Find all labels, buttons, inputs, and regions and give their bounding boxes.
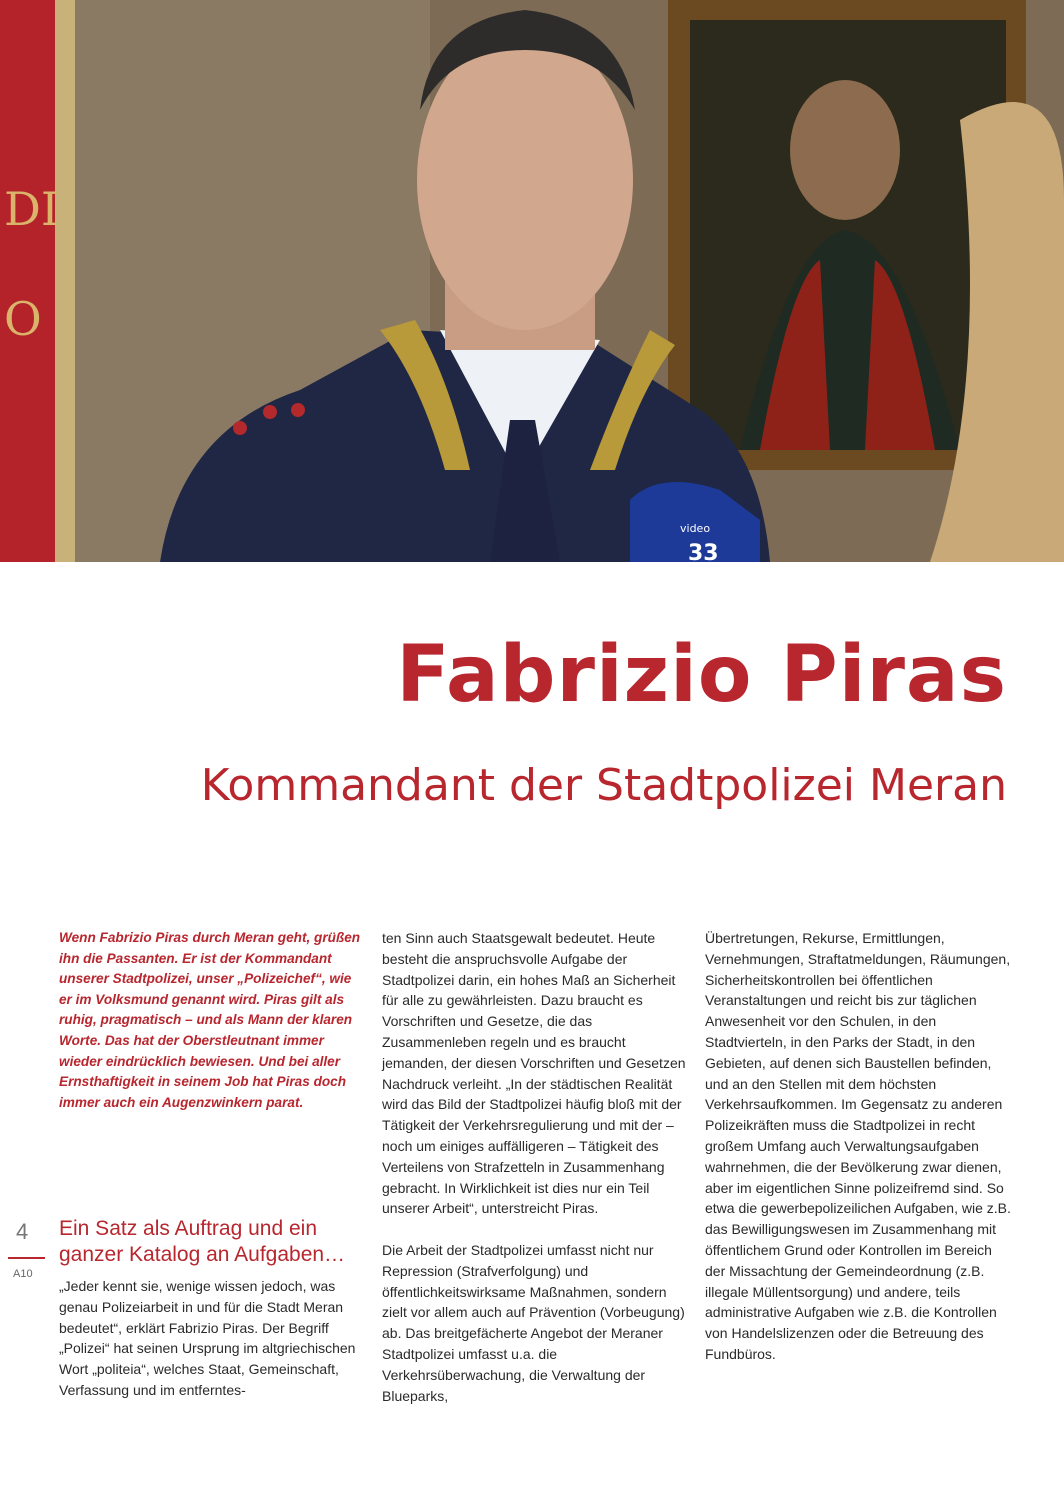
column-1-paragraph: „Jeder kennt sie, wenige wissen jedoch, was genau Polizeiarbeit in und für die Stadt Meran bedeutet“, erklärt Fabrizio Piras. Der Begriff „Polizei“ hat seinen Ursprung im altgriechischen Wort „politeia“, welches Staat, Gemeinschaft, Verfassung und im entferntes- — [59, 1278, 356, 1398]
page-subtitle: Kommandant der Stadtpolizei Meran — [200, 760, 1007, 811]
red-banner — [0, 0, 60, 562]
page-number: 4 — [16, 1219, 29, 1244]
page-title: Fabrizio Piras — [396, 630, 1007, 720]
column-1-body — [59, 1276, 365, 1401]
column-2-paragraph-1: ten Sinn auch Staatsgewalt bedeutet. Heute besteht die anspruchsvolle Aufgabe der Stadtpolizei darin, ein hohes Maß an Sicherheit für alle zu gewährleisten. Dazu braucht es Vorschriften und Gesetze, die das Zusammenleben regeln und es braucht jemanden, der diesen Vorschriften und Gesetzen Nachdruck verleiht. „In der städtischen Realität wird das Bild der Stadtpolizei häufig bloß mit der Tätigkeit der Verkehrsregulierung und mit der – noch um einiges auffälligeren – Tätigkeit des Verteilens von Strafzetteln in Zusammenhang gebracht. In Wirklichkeit ist dies nur ein Teil unserer Arbeit“, unterstreicht Piras. — [382, 930, 686, 1217]
face — [417, 30, 633, 330]
lead-paragraph: Wenn Fabrizio Piras durch Meran geht, grüßen ihn die Passanten. Er ist der Kommandant unserer Stadtpolizei, unser „Polizeichef“, wie er im Volksmund genannt wird. Piras gilt als ruhig, pragmatisch – und als Mann der klaren Worte. Das hat der Oberstleutnant immer wieder eindrücklich bewiesen. Und bei aller Ernsthaftigkeit in seinem Job hat Piras doch immer auch ein Augenzwinkern parat. — [59, 930, 361, 1110]
page-number-rule — [8, 1257, 45, 1259]
column-2 — [382, 928, 688, 1406]
section-heading: Ein Satz als Auftrag und ein ganzer Katalog an Aufgaben… — [59, 1217, 346, 1266]
banner-letters-1: DI — [4, 182, 60, 236]
column-3 — [705, 928, 1011, 1365]
portrait-illustration — [0, 0, 1064, 562]
column-1 — [59, 928, 361, 1113]
portrait-photo — [0, 0, 1064, 562]
mic-brand-small: video — [680, 522, 711, 535]
column-2-paragraph-2: Die Arbeit der Stadtpolizei umfasst nicht nur Repression (Strafverfolgung) und öffentlichkeitswirksame Maßnahmen, sondern zielt vor allem auch auf Prävention (Vorbeugung) ab. Das breitgefächerte Angebot der Meraner Stadtpolizei umfasst u.a. die Verkehrsüberwachung, die Verwaltung der Blueparks, — [382, 1241, 685, 1404]
column-3-paragraph: Übertretungen, Rekurse, Ermittlungen, Vernehmungen, Straftatmeldungen, Räumungen, Sicherheitskontrollen bei öffentlichen Veranstaltungen und reicht bis zur täglichen Anwesenheit vor den Schulen, in den Stadtvierteln, in den Parks der Stadt, in den Gebieten, auf denen sich Baustellen befinden, und an den Stellen mit dem höchsten Verkehrsaufkommen. Im Gegensatz zu anderen Polizeikräften muss die Stadtpolizei in recht großem Umfang auch Verwaltungsaufgaben wahrnehmen, die der Bevölkerung zwar dienen, aber im eigentlichen Sinne polizeifremd sind. So etwa die gewerbepolizeilichen Aufgaben, wie z.B. das Bewilligungswesen im Zusammenhang mit öffentlichem Grund oder Kontrollen im Bereich der Missachtung der Gemeindeordnung (z.B. illegale Müllentsorgung) und andere, teils administrative Aufgaben wie z.B. die Kontrollen von Handelslizenzen oder die Betreuung des Fundbüros. — [705, 930, 1011, 1362]
banner-letters-2: O — [4, 292, 42, 346]
page-code: A10 — [13, 1268, 33, 1280]
mic-brand-large: 33 — [688, 541, 719, 562]
